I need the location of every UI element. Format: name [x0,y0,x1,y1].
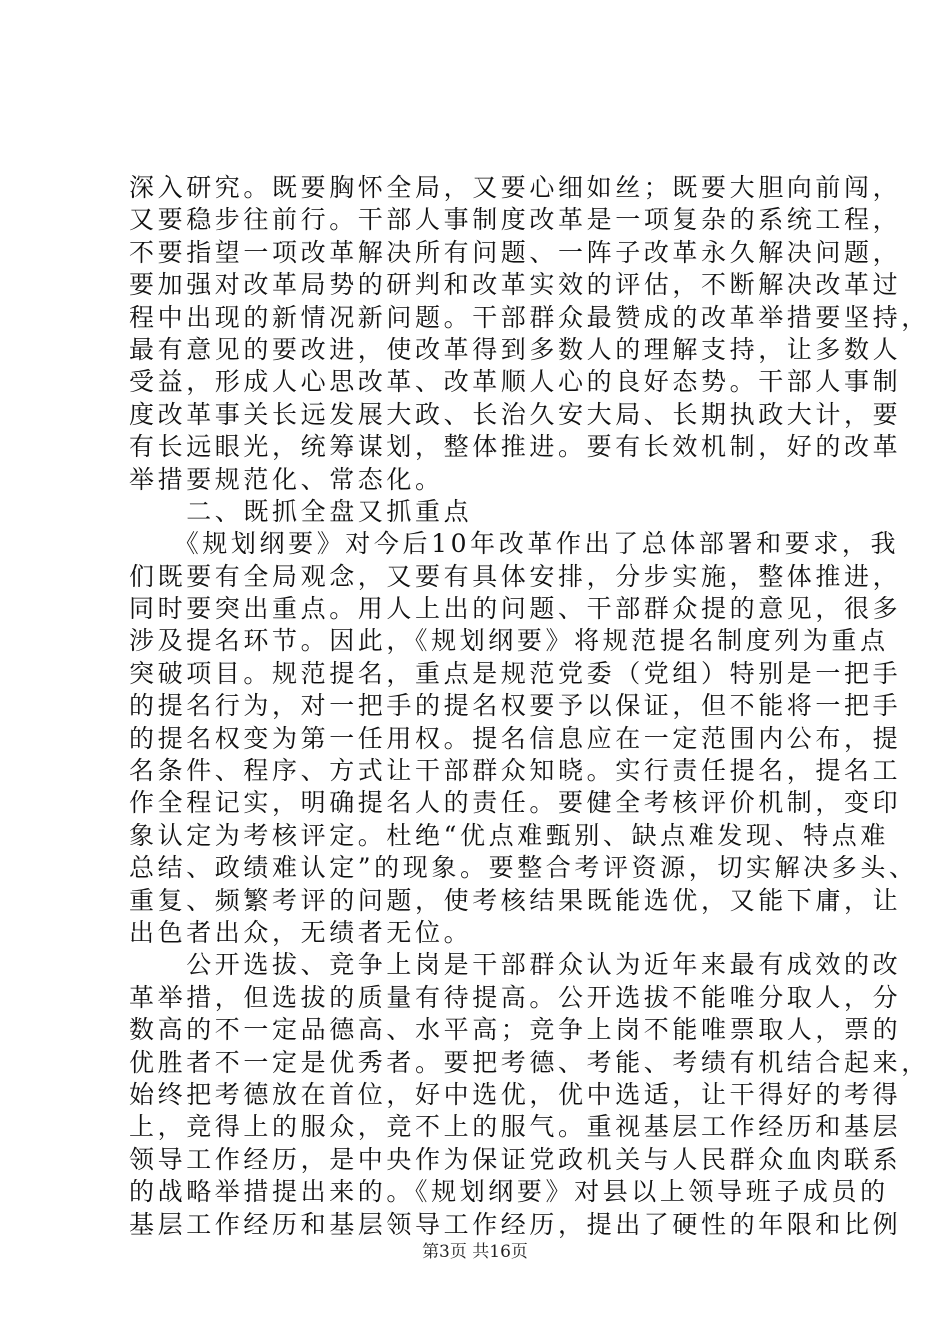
text-line: 涉及提名环节。因此，《规划纲要》将规范提名制度列为重点 [129,626,889,656]
text-line: 作全程记实，明确提名人的责任。要健全考核评价机制，变印 [129,788,902,818]
text-line: 又要稳步往前行。干部人事制度改革是一项复杂的系统工程， [129,205,902,235]
text-line: 们既要有全局观念，又要有具体安排，分步实施，整体推进， [129,561,902,591]
text-line: 象认定为考核评定。杜绝“优点难甄别、缺点难发现、特点难 [129,820,889,850]
page-number-footer: 第3页 共16页 [422,1242,528,1262]
text-line: 的提名权变为第一任用权。提名信息应在一定范围内公布，提 [129,723,902,753]
text-line: 重复、频繁考评的问题，使考核结果既能选优，又能下庸，让 [129,885,902,915]
text-line: 最有意见的要改进，使改革得到多数人的理解支持，让多数人 [129,334,902,364]
text-line: 有长远眼光，统筹谋划，整体推进。要有长效机制，好的改革 [129,432,902,462]
text-line: 受益，形成人心思改革、改革顺人心的良好态势。干部人事制 [129,367,902,397]
text-line: 度改革事关长远发展大政、长治久安大局、长期执政大计，要 [129,399,902,429]
text-line: 同时要突出重点。用人上出的问题、干部群众提的意见，很多 [129,594,902,624]
text-line: 的战略举措提出来的。《规划纲要》对县以上领导班子成员的 [129,1177,889,1207]
text-line: 公开选拔、竞争上岗是干部群众认为近年来最有成效的改 [129,950,902,980]
text-line: 数高的不一定品德高、水平高；竞争上岗不能唯票取人，票的 [129,1015,902,1045]
text-line: 出色者出众，无绩者无位。 [129,917,473,947]
text-line: 深入研究。既要胸怀全局，又要心细如丝；既要大胆向前闯， [129,173,902,202]
text-line: 名条件、程序、方式让干部群众知晓。实行责任提名，提名工 [129,756,902,786]
text-line: 上，竞得上的服众，竞不上的服气。重视基层工作经历和基层 [129,1112,902,1142]
text-line: 程中出现的新情况新问题。干部群众最赞成的改革举措要坚持， [129,302,930,332]
text-line: 要加强对改革局势的研判和改革实效的评估，不断解决改革过 [129,270,902,300]
text-line: 基层工作经历和基层领导工作经历，提出了硬性的年限和比例 [129,1209,902,1239]
text-line: 始终把考德放在首位，好中选优，优中选适，让干得好的考得 [129,1079,902,1109]
text-line: 突破项目。规范提名，重点是规范党委（党组）特别是一把手 [129,658,902,688]
document-body [129,172,930,1241]
text-line: 的提名行为，对一把手的提名权要予以保证，但不能将一把手 [129,691,902,721]
text-line: 总结、政绩难认定”的现象。要整合考评资源，切实解决多头、 [129,853,918,883]
text-line: 举措要规范化、常态化。 [129,464,444,494]
text-line: 优胜者不一定是优秀者。要把考德、考能、考绩有机结合起来， [129,1047,930,1077]
text-line: 不要指望一项改革解决所有问题、一阵子改革永久解决问题， [129,237,902,267]
text-line: 革举措，但选拔的质量有待提高。公开选拔不能唯分取人，分 [129,982,902,1012]
text-line: 领导工作经历，是中央作为保证党政机关与人民群众血肉联系 [129,1144,902,1174]
text-line: 《规划纲要》对今后10年改革作出了总体部署和要求，我 [129,529,900,559]
section-heading: 二、既抓全盘又抓重点 [129,496,473,526]
